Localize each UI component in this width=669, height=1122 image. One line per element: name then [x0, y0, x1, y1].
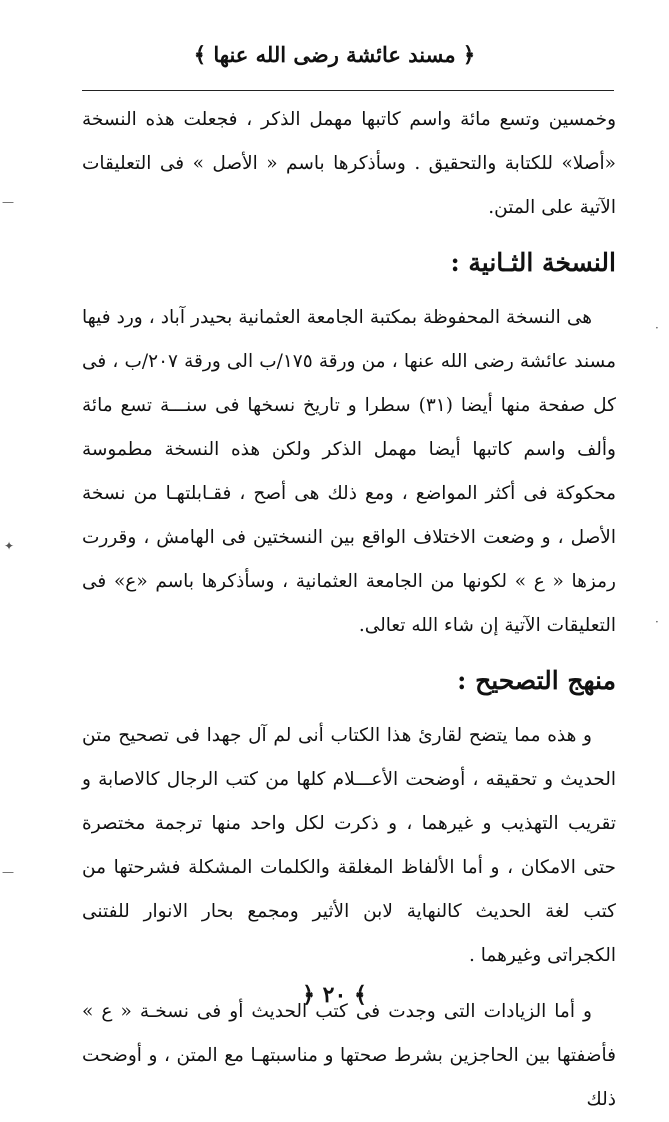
paragraph-second-copy: هى النسخة المحفوظة بمكتبة الجامعة العثمانية بحيدر آباد ، ورد فيها مسند عائشة رضى الله عنها ، من ورقة ١٧٥/ب الى ورقة ٢٠٧/ب ، فى كل صفحة منها أيضا (٣١) سطرا و تاريخ نسخها فى سنـــة تسع مائة وألف واسم كاتبها أيضا مهمل الذكر ولكن هذه النسخة مطموسة محكوكة فى أكثر المواضع ، ومع ذلك هى أصح ، فقـابلتهـا من نسخة الأصل ، و وضعت الاختلاف الواقع بين النسختين فى الهامش ، وقررت رمزها « ع » لكونها من الجامعة العثمانية ، وسأذكرها باسم «ع» فى التعليقات الآتية إن شاء الله تعالى.	[82, 307, 616, 636]
page-body	[82, 98, 616, 1122]
margin-mark: ✦	[4, 539, 15, 553]
running-header: ﴿ مسند عائشة رضى الله عنها ﴾	[193, 42, 476, 67]
page-number: ﴿ ٢٠ ﴾	[302, 982, 367, 1008]
margin-mark: ·	[655, 321, 659, 335]
margin-mark: ·	[655, 615, 659, 629]
section-heading-correction-method: منهج التصحيح :	[457, 666, 616, 695]
paragraph-additions: و أما الزيادات التى وجدت فى كتب الحديث أو فى نسخـة « ع » فأضفتها بين الحاجزين بشرط صحتها و مناسبتهـا مع المتن ، و أوضحت ذلك	[82, 1001, 616, 1110]
section-heading-second-copy: النسخة الثـانية :	[450, 248, 616, 277]
margin-mark: —	[2, 865, 14, 879]
header-divider	[82, 90, 614, 91]
paragraph-correction-method: و هذه مما يتضح لقارئ هذا الكتاب أنى لم آل جهدا فى تصحيح متن الحديث و تحقيقه ، أوضحت الأعـــلام كلها من كتب الرجال كالاصابة و تقريب التهذيب و غيرهما ، و ذكرت لكل واحد منها ترجمة مختصرة حتى الامكان ، و أما الألفاظ المغلقة والكلمات المشكلة فشرحتها من كتب لغة الحديث كالنهاية لابن الأثير ومجمع بحار الانوار للفتنى الكجراتى وغيرهما .	[82, 725, 616, 966]
margin-mark: —	[2, 195, 14, 209]
paragraph-continuation: وخمسين وتسع مائة واسم كاتبها مهمل الذكر ، فجعلت هذه النسخة «أصلا» للكتابة والتحقيق . وسأذكرها باسم « الأصل » فى التعليقات الآتية على المتن.	[82, 109, 616, 218]
